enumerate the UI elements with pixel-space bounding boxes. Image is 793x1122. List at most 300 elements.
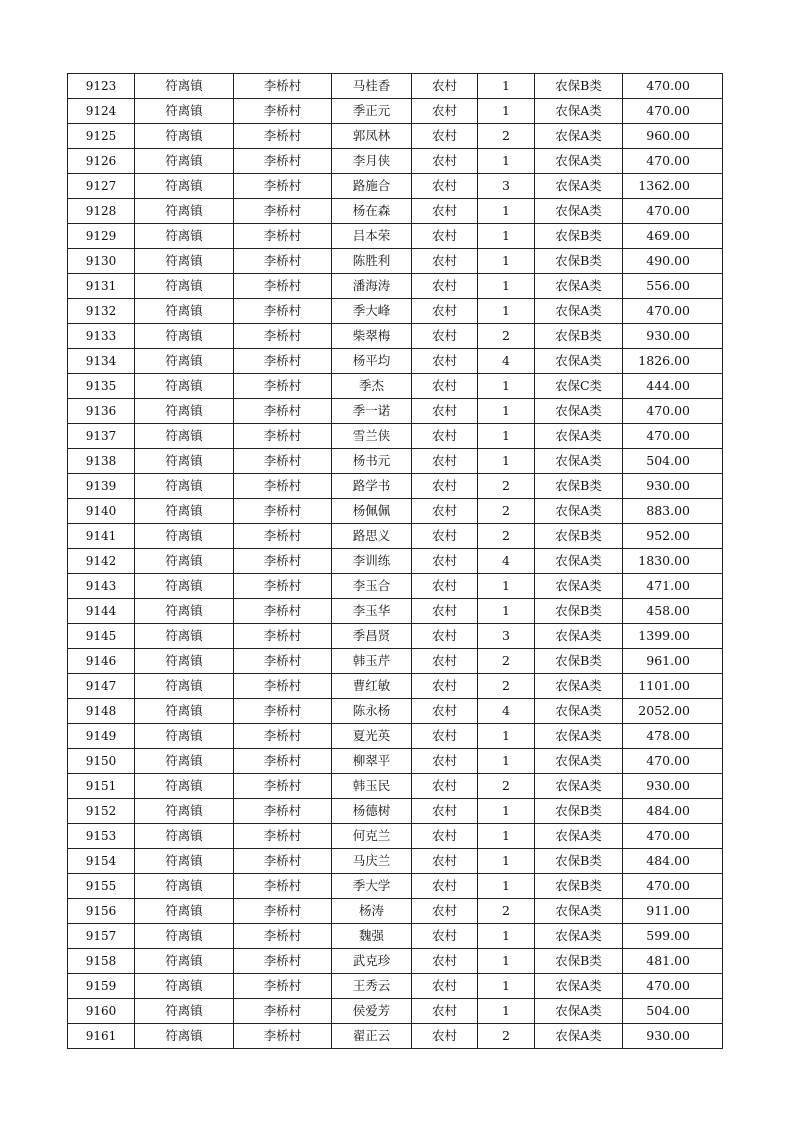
table-row [68, 74, 723, 99]
cell-area-type: 农村 [412, 749, 478, 774]
cell-household-count: 1 [478, 249, 535, 274]
table-row [68, 424, 723, 449]
cell-insurance-category: 农保A类 [535, 349, 623, 374]
cell-name: 杨平均 [332, 349, 412, 374]
cell-name: 王秀云 [332, 974, 412, 999]
cell-insurance-category: 农保B类 [535, 249, 623, 274]
table-row [68, 449, 723, 474]
cell-record-id: 9153 [68, 824, 135, 849]
cell-name: 夏光英 [332, 724, 412, 749]
table-row [68, 624, 723, 649]
cell-area-type: 农村 [412, 674, 478, 699]
cell-record-id: 9133 [68, 324, 135, 349]
cell-record-id: 9157 [68, 924, 135, 949]
cell-name: 魏强 [332, 924, 412, 949]
cell-area-type: 农村 [412, 899, 478, 924]
cell-area-type: 农村 [412, 524, 478, 549]
cell-name: 武克珍 [332, 949, 412, 974]
cell-amount: 470.00 [623, 874, 723, 899]
cell-town: 符离镇 [135, 349, 234, 374]
cell-amount: 599.00 [623, 924, 723, 949]
cell-name: 李玉华 [332, 599, 412, 624]
cell-area-type: 农村 [412, 374, 478, 399]
cell-amount: 470.00 [623, 99, 723, 124]
cell-town: 符离镇 [135, 274, 234, 299]
cell-town: 符离镇 [135, 74, 234, 99]
cell-village: 李桥村 [234, 599, 332, 624]
cell-name: 路施合 [332, 174, 412, 199]
cell-insurance-category: 农保A类 [535, 674, 623, 699]
cell-village: 李桥村 [234, 299, 332, 324]
cell-household-count: 1 [478, 724, 535, 749]
cell-record-id: 9125 [68, 124, 135, 149]
table-row [68, 299, 723, 324]
cell-area-type: 农村 [412, 549, 478, 574]
cell-area-type: 农村 [412, 1024, 478, 1049]
cell-amount: 911.00 [623, 899, 723, 924]
cell-village: 李桥村 [234, 799, 332, 824]
cell-amount: 1399.00 [623, 624, 723, 649]
cell-village: 李桥村 [234, 349, 332, 374]
table-row [68, 249, 723, 274]
cell-area-type: 农村 [412, 124, 478, 149]
cell-area-type: 农村 [412, 249, 478, 274]
cell-village: 李桥村 [234, 699, 332, 724]
cell-insurance-category: 农保A类 [535, 149, 623, 174]
cell-town: 符离镇 [135, 849, 234, 874]
cell-village: 李桥村 [234, 274, 332, 299]
cell-amount: 470.00 [623, 74, 723, 99]
cell-village: 李桥村 [234, 124, 332, 149]
cell-name: 季大学 [332, 874, 412, 899]
cell-name: 路学书 [332, 474, 412, 499]
cell-amount: 960.00 [623, 124, 723, 149]
cell-name: 曹红敏 [332, 674, 412, 699]
cell-amount: 930.00 [623, 1024, 723, 1049]
cell-area-type: 农村 [412, 274, 478, 299]
cell-household-count: 1 [478, 799, 535, 824]
cell-insurance-category: 农保B类 [535, 474, 623, 499]
cell-area-type: 农村 [412, 399, 478, 424]
cell-town: 符离镇 [135, 474, 234, 499]
cell-amount: 470.00 [623, 749, 723, 774]
table-row [68, 749, 723, 774]
table-row [68, 274, 723, 299]
cell-insurance-category: 农保A类 [535, 749, 623, 774]
cell-amount: 490.00 [623, 249, 723, 274]
cell-insurance-category: 农保A类 [535, 974, 623, 999]
cell-insurance-category: 农保B类 [535, 949, 623, 974]
cell-town: 符离镇 [135, 199, 234, 224]
cell-record-id: 9152 [68, 799, 135, 824]
cell-insurance-category: 农保B类 [535, 74, 623, 99]
cell-town: 符离镇 [135, 674, 234, 699]
cell-amount: 470.00 [623, 149, 723, 174]
cell-name: 季大峰 [332, 299, 412, 324]
table-row [68, 699, 723, 724]
cell-record-id: 9147 [68, 674, 135, 699]
cell-name: 李玉合 [332, 574, 412, 599]
cell-amount: 478.00 [623, 724, 723, 749]
cell-name: 陈胜利 [332, 249, 412, 274]
cell-name: 李月侠 [332, 149, 412, 174]
cell-record-id: 9148 [68, 699, 135, 724]
cell-amount: 556.00 [623, 274, 723, 299]
cell-insurance-category: 农保A类 [535, 399, 623, 424]
cell-area-type: 农村 [412, 699, 478, 724]
cell-record-id: 9146 [68, 649, 135, 674]
cell-amount: 469.00 [623, 224, 723, 249]
cell-record-id: 9156 [68, 899, 135, 924]
cell-household-count: 1 [478, 874, 535, 899]
cell-insurance-category: 农保A类 [535, 624, 623, 649]
cell-name: 杨书元 [332, 449, 412, 474]
table-row [68, 224, 723, 249]
cell-town: 符离镇 [135, 174, 234, 199]
cell-household-count: 2 [478, 524, 535, 549]
cell-insurance-category: 农保A类 [535, 174, 623, 199]
cell-insurance-category: 农保A类 [535, 999, 623, 1024]
cell-amount: 1826.00 [623, 349, 723, 374]
cell-record-id: 9135 [68, 374, 135, 399]
table-row [68, 724, 723, 749]
cell-village: 李桥村 [234, 849, 332, 874]
cell-record-id: 9128 [68, 199, 135, 224]
cell-amount: 470.00 [623, 199, 723, 224]
cell-record-id: 9130 [68, 249, 135, 274]
cell-insurance-category: 农保A类 [535, 699, 623, 724]
cell-area-type: 农村 [412, 149, 478, 174]
cell-household-count: 1 [478, 574, 535, 599]
cell-area-type: 农村 [412, 999, 478, 1024]
cell-town: 符离镇 [135, 399, 234, 424]
cell-amount: 470.00 [623, 824, 723, 849]
cell-amount: 2052.00 [623, 699, 723, 724]
cell-area-type: 农村 [412, 474, 478, 499]
cell-amount: 470.00 [623, 424, 723, 449]
cell-town: 符离镇 [135, 99, 234, 124]
cell-record-id: 9127 [68, 174, 135, 199]
cell-household-count: 1 [478, 299, 535, 324]
cell-name: 翟正云 [332, 1024, 412, 1049]
cell-name: 侯爱芳 [332, 999, 412, 1024]
cell-insurance-category: 农保A类 [535, 299, 623, 324]
cell-area-type: 农村 [412, 574, 478, 599]
cell-insurance-category: 农保B类 [535, 599, 623, 624]
cell-area-type: 农村 [412, 924, 478, 949]
cell-household-count: 1 [478, 999, 535, 1024]
table-row [68, 324, 723, 349]
cell-name: 杨德树 [332, 799, 412, 824]
cell-area-type: 农村 [412, 499, 478, 524]
cell-village: 李桥村 [234, 649, 332, 674]
cell-household-count: 2 [478, 674, 535, 699]
cell-area-type: 农村 [412, 599, 478, 624]
roster-body [68, 74, 723, 1049]
cell-household-count: 1 [478, 149, 535, 174]
cell-name: 雪兰侠 [332, 424, 412, 449]
cell-record-id: 9150 [68, 749, 135, 774]
cell-record-id: 9136 [68, 399, 135, 424]
cell-amount: 470.00 [623, 974, 723, 999]
cell-record-id: 9132 [68, 299, 135, 324]
cell-town: 符离镇 [135, 799, 234, 824]
cell-name: 季一诺 [332, 399, 412, 424]
cell-record-id: 9140 [68, 499, 135, 524]
cell-area-type: 农村 [412, 299, 478, 324]
table-row [68, 174, 723, 199]
cell-household-count: 2 [478, 124, 535, 149]
cell-insurance-category: 农保B类 [535, 524, 623, 549]
cell-household-count: 1 [478, 599, 535, 624]
cell-record-id: 9124 [68, 99, 135, 124]
cell-town: 符离镇 [135, 774, 234, 799]
table-row [68, 599, 723, 624]
cell-name: 何克兰 [332, 824, 412, 849]
cell-household-count: 2 [478, 899, 535, 924]
cell-record-id: 9145 [68, 624, 135, 649]
table-row [68, 399, 723, 424]
cell-insurance-category: 农保A类 [535, 424, 623, 449]
cell-area-type: 农村 [412, 624, 478, 649]
roster-table [67, 73, 723, 1049]
cell-village: 李桥村 [234, 99, 332, 124]
cell-record-id: 9151 [68, 774, 135, 799]
cell-town: 符离镇 [135, 724, 234, 749]
cell-amount: 930.00 [623, 774, 723, 799]
table-row [68, 849, 723, 874]
cell-insurance-category: 农保B类 [535, 874, 623, 899]
cell-household-count: 1 [478, 199, 535, 224]
cell-household-count: 1 [478, 849, 535, 874]
cell-village: 李桥村 [234, 924, 332, 949]
cell-town: 符离镇 [135, 974, 234, 999]
cell-amount: 470.00 [623, 299, 723, 324]
cell-area-type: 农村 [412, 724, 478, 749]
table-row [68, 574, 723, 599]
cell-amount: 952.00 [623, 524, 723, 549]
cell-amount: 471.00 [623, 574, 723, 599]
cell-town: 符离镇 [135, 499, 234, 524]
cell-town: 符离镇 [135, 124, 234, 149]
cell-household-count: 2 [478, 324, 535, 349]
cell-amount: 470.00 [623, 399, 723, 424]
cell-record-id: 9154 [68, 849, 135, 874]
cell-village: 李桥村 [234, 324, 332, 349]
cell-area-type: 农村 [412, 774, 478, 799]
cell-record-id: 9160 [68, 999, 135, 1024]
cell-household-count: 1 [478, 99, 535, 124]
cell-village: 李桥村 [234, 474, 332, 499]
cell-village: 李桥村 [234, 949, 332, 974]
cell-village: 李桥村 [234, 974, 332, 999]
cell-village: 李桥村 [234, 1024, 332, 1049]
cell-record-id: 9137 [68, 424, 135, 449]
cell-area-type: 农村 [412, 449, 478, 474]
cell-name: 李训练 [332, 549, 412, 574]
cell-record-id: 9123 [68, 74, 135, 99]
cell-town: 符离镇 [135, 699, 234, 724]
cell-village: 李桥村 [234, 74, 332, 99]
cell-area-type: 农村 [412, 74, 478, 99]
cell-village: 李桥村 [234, 549, 332, 574]
cell-insurance-category: 农保A类 [535, 499, 623, 524]
cell-name: 郭凤林 [332, 124, 412, 149]
cell-household-count: 1 [478, 74, 535, 99]
cell-record-id: 9142 [68, 549, 135, 574]
table-row [68, 949, 723, 974]
cell-village: 李桥村 [234, 524, 332, 549]
cell-area-type: 农村 [412, 649, 478, 674]
cell-amount: 1830.00 [623, 549, 723, 574]
cell-household-count: 4 [478, 549, 535, 574]
cell-amount: 481.00 [623, 949, 723, 974]
table-row [68, 374, 723, 399]
table-row [68, 974, 723, 999]
cell-area-type: 农村 [412, 799, 478, 824]
cell-insurance-category: 农保B类 [535, 799, 623, 824]
cell-town: 符离镇 [135, 524, 234, 549]
cell-village: 李桥村 [234, 749, 332, 774]
table-row [68, 549, 723, 574]
cell-record-id: 9158 [68, 949, 135, 974]
cell-name: 韩玉芹 [332, 649, 412, 674]
cell-household-count: 1 [478, 449, 535, 474]
cell-area-type: 农村 [412, 824, 478, 849]
cell-village: 李桥村 [234, 574, 332, 599]
table-row [68, 774, 723, 799]
cell-town: 符离镇 [135, 749, 234, 774]
cell-insurance-category: 农保A类 [535, 449, 623, 474]
cell-town: 符离镇 [135, 999, 234, 1024]
cell-name: 潘海涛 [332, 274, 412, 299]
cell-village: 李桥村 [234, 999, 332, 1024]
cell-record-id: 9144 [68, 599, 135, 624]
cell-village: 李桥村 [234, 249, 332, 274]
cell-village: 李桥村 [234, 399, 332, 424]
cell-record-id: 9131 [68, 274, 135, 299]
cell-household-count: 1 [478, 974, 535, 999]
cell-town: 符离镇 [135, 824, 234, 849]
cell-name: 杨在森 [332, 199, 412, 224]
cell-name: 吕本荣 [332, 224, 412, 249]
cell-amount: 961.00 [623, 649, 723, 674]
cell-area-type: 农村 [412, 224, 478, 249]
cell-name: 韩玉民 [332, 774, 412, 799]
cell-amount: 458.00 [623, 599, 723, 624]
cell-town: 符离镇 [135, 249, 234, 274]
cell-town: 符离镇 [135, 424, 234, 449]
table-row [68, 924, 723, 949]
cell-town: 符离镇 [135, 549, 234, 574]
cell-town: 符离镇 [135, 624, 234, 649]
cell-insurance-category: 农保A类 [535, 899, 623, 924]
cell-amount: 484.00 [623, 799, 723, 824]
cell-insurance-category: 农保C类 [535, 374, 623, 399]
cell-record-id: 9134 [68, 349, 135, 374]
cell-household-count: 1 [478, 424, 535, 449]
cell-insurance-category: 农保A类 [535, 724, 623, 749]
cell-name: 杨佩佩 [332, 499, 412, 524]
cell-household-count: 2 [478, 1024, 535, 1049]
cell-household-count: 2 [478, 649, 535, 674]
cell-record-id: 9138 [68, 449, 135, 474]
cell-village: 李桥村 [234, 424, 332, 449]
cell-area-type: 农村 [412, 99, 478, 124]
cell-record-id: 9141 [68, 524, 135, 549]
table-row [68, 124, 723, 149]
cell-name: 杨涛 [332, 899, 412, 924]
cell-name: 马桂香 [332, 74, 412, 99]
cell-name: 柴翠梅 [332, 324, 412, 349]
cell-area-type: 农村 [412, 324, 478, 349]
cell-insurance-category: 农保A类 [535, 574, 623, 599]
cell-household-count: 1 [478, 949, 535, 974]
cell-amount: 930.00 [623, 324, 723, 349]
cell-record-id: 9149 [68, 724, 135, 749]
cell-village: 李桥村 [234, 724, 332, 749]
cell-town: 符离镇 [135, 449, 234, 474]
cell-town: 符离镇 [135, 1024, 234, 1049]
cell-household-count: 1 [478, 374, 535, 399]
cell-insurance-category: 农保B类 [535, 224, 623, 249]
table-row [68, 874, 723, 899]
table-row [68, 149, 723, 174]
cell-record-id: 9155 [68, 874, 135, 899]
cell-village: 李桥村 [234, 174, 332, 199]
cell-area-type: 农村 [412, 974, 478, 999]
cell-insurance-category: 农保A类 [535, 824, 623, 849]
cell-insurance-category: 农保A类 [535, 99, 623, 124]
cell-insurance-category: 农保A类 [535, 774, 623, 799]
cell-household-count: 3 [478, 174, 535, 199]
cell-household-count: 1 [478, 224, 535, 249]
table-row [68, 474, 723, 499]
cell-amount: 444.00 [623, 374, 723, 399]
cell-household-count: 3 [478, 624, 535, 649]
cell-record-id: 9143 [68, 574, 135, 599]
cell-household-count: 2 [478, 499, 535, 524]
cell-village: 李桥村 [234, 674, 332, 699]
cell-record-id: 9161 [68, 1024, 135, 1049]
cell-area-type: 农村 [412, 874, 478, 899]
cell-insurance-category: 农保A类 [535, 274, 623, 299]
cell-town: 符离镇 [135, 574, 234, 599]
cell-household-count: 4 [478, 699, 535, 724]
cell-town: 符离镇 [135, 224, 234, 249]
cell-area-type: 农村 [412, 849, 478, 874]
cell-insurance-category: 农保A类 [535, 1024, 623, 1049]
table-row [68, 674, 723, 699]
cell-town: 符离镇 [135, 299, 234, 324]
cell-area-type: 农村 [412, 174, 478, 199]
cell-name: 季杰 [332, 374, 412, 399]
cell-insurance-category: 农保B类 [535, 849, 623, 874]
table-row [68, 499, 723, 524]
cell-village: 李桥村 [234, 624, 332, 649]
cell-amount: 484.00 [623, 849, 723, 874]
cell-village: 李桥村 [234, 224, 332, 249]
table-row [68, 899, 723, 924]
cell-household-count: 1 [478, 274, 535, 299]
cell-insurance-category: 农保A类 [535, 549, 623, 574]
cell-insurance-category: 农保A类 [535, 124, 623, 149]
table-row [68, 524, 723, 549]
table-row [68, 199, 723, 224]
cell-name: 路思义 [332, 524, 412, 549]
cell-amount: 883.00 [623, 499, 723, 524]
cell-village: 李桥村 [234, 824, 332, 849]
